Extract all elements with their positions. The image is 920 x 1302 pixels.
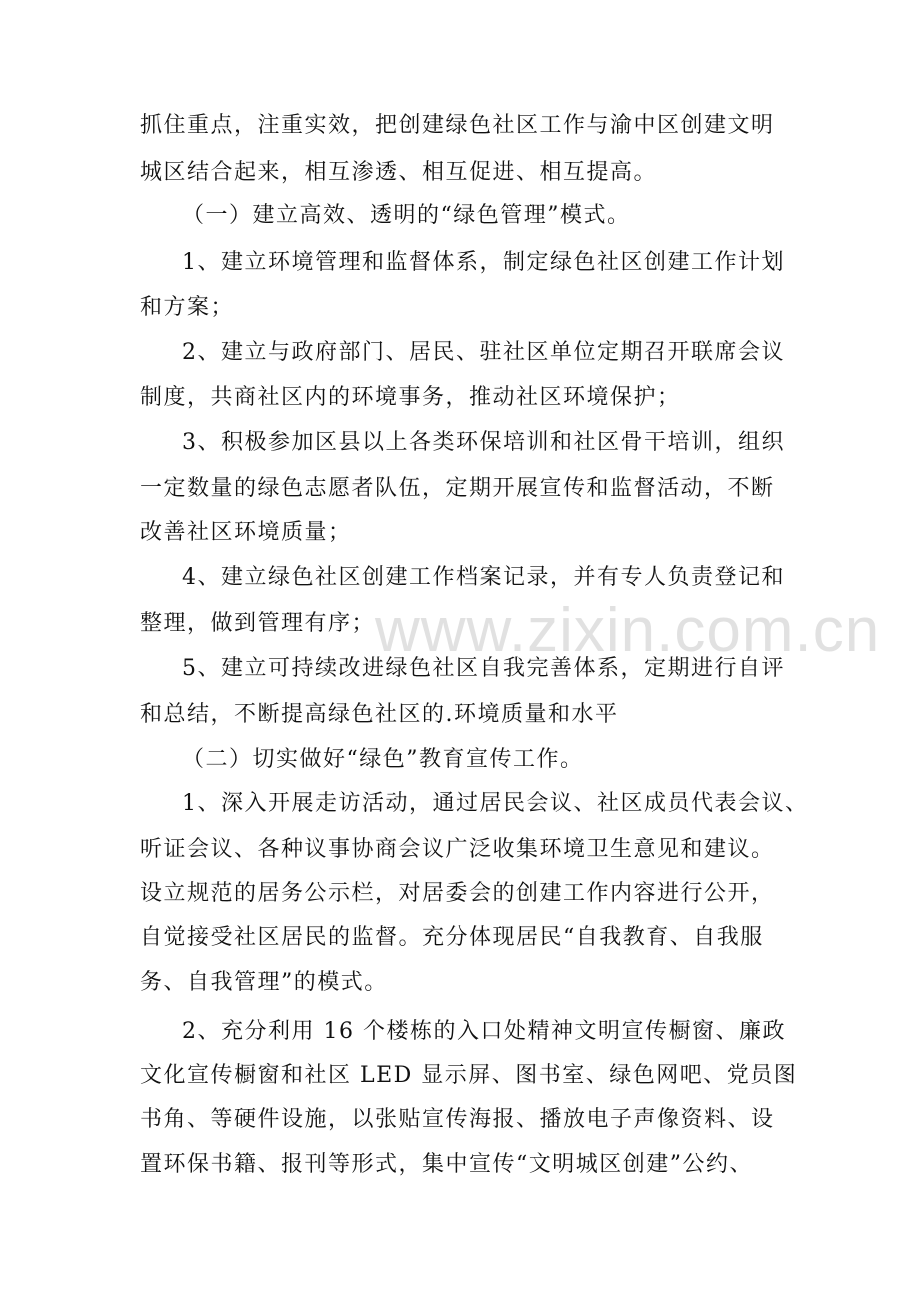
text-line: 务、自我管理”的模式。 [140,970,388,995]
text-line: 自觉接受社区居民的监督。充分体现居民“自我教育、自我服 [140,925,764,950]
text-line: 书角、等硬件设施，以张贴宣传海报、播放电子声像资料、设 [140,1107,775,1132]
text-line: 听证会议、各种议事协商会议广泛收集环境卫生意见和建议。 [140,837,775,862]
text-line: 5、建立可持续改进绿色社区自我完善体系，定期进行自评 [182,656,785,681]
text-line: 1、建立环境管理和监督体系，制定绿色社区创建工作计划 [182,250,785,275]
text-line: 和方案； [140,295,235,320]
text-line: 3、积极参加区县以上各类环保培训和社区骨干培训，组织 [182,430,785,455]
text-line: 整理，做到管理有序； [140,611,376,636]
text-line: 置环保书籍、报刊等形式，集中宣传“文明城区创建”公约、 [140,1152,753,1177]
text-line: 城区结合起来，相互渗透、相互促进、相互提高。 [140,160,658,185]
section-heading: （二）切实做好“绿色”教育宣传工作。 [182,747,584,772]
text-line: 2、充分利用 16 个楼栋的入口处精神文明宣传橱窗、廉政 [182,1019,786,1044]
text-line: 和总结，不断提高绿色社区的.环境质量和水平 [140,702,619,727]
text-line: 抓住重点，注重实效，把创建绿色社区工作与渝中区创建文明 [140,113,775,138]
watermark: www.zixin.com.cn [375,596,881,665]
text-line: 4、建立绿色社区创建工作档案记录，并有专人负责登记和 [182,565,785,590]
text-line: 设立规范的居务公示栏，对居委会的创建工作内容进行公开， [140,881,775,906]
text-line: 2、建立与政府部门、居民、驻社区单位定期召开联席会议 [182,340,785,365]
text-line: 文化宣传橱窗和社区 LED 显示屏、图书室、绿色网吧、党员图 [140,1063,798,1088]
text-line: 一定数量的绿色志愿者队伍，定期开展宣传和监督活动，不断 [140,476,775,501]
text-line: 1、深入开展走访活动，通过居民会议、社区成员代表会议、 [182,791,809,816]
text-line: 制度，共商社区内的环境事务，推动社区环境保护； [140,385,681,410]
section-heading: （一）建立高效、透明的“绿色管理”模式。 [182,203,631,228]
text-line: 改善社区环境质量； [140,520,352,545]
